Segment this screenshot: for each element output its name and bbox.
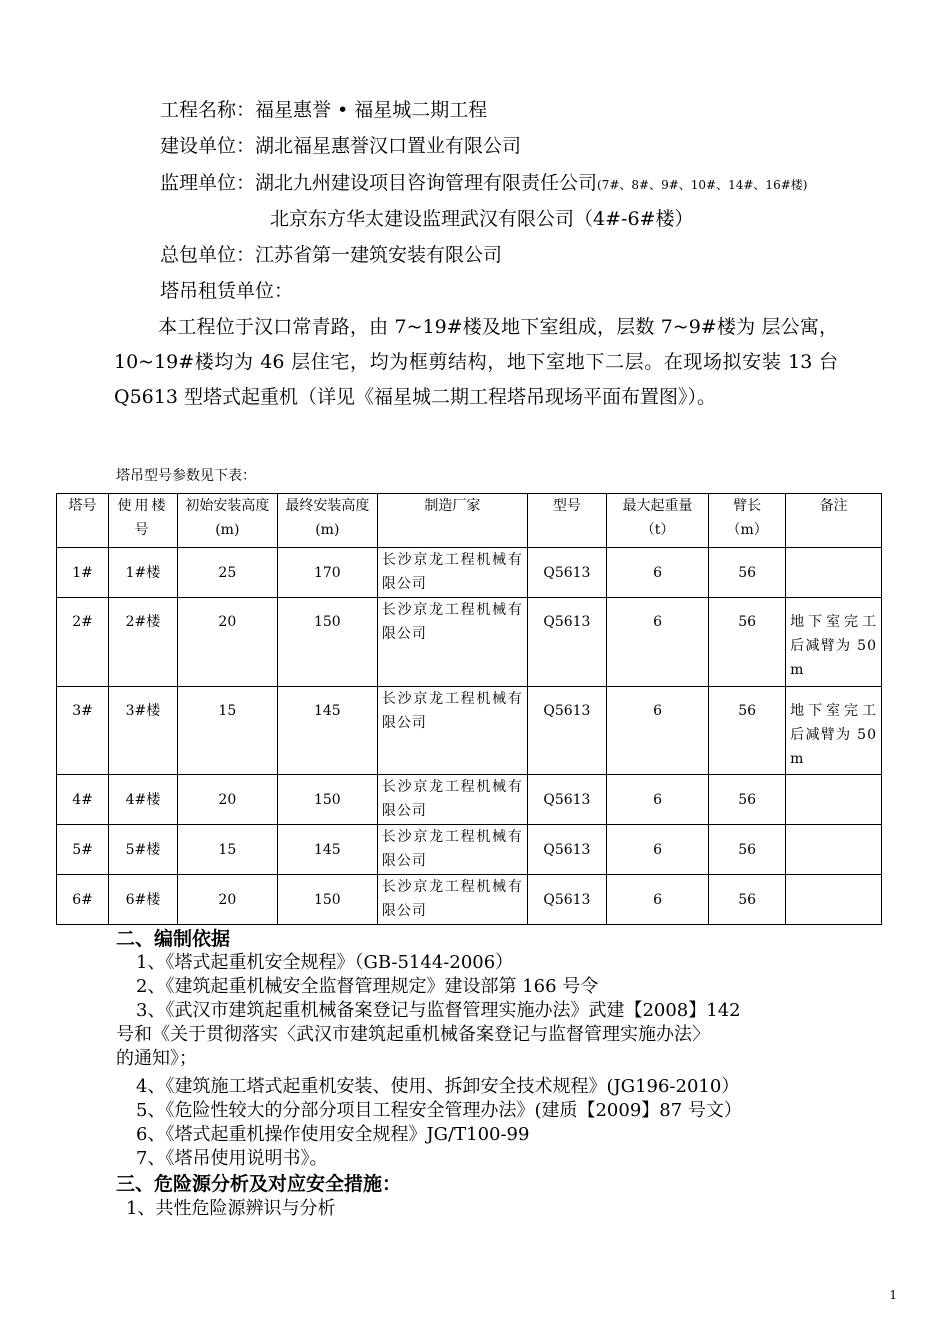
basis-item: 的通知》；	[116, 1048, 197, 1069]
col-header: 最终安装高度(m)	[277, 494, 377, 548]
cell: 长沙京龙工程机械有限公司	[377, 775, 527, 825]
cell: 6	[606, 825, 708, 875]
cell: 长沙京龙工程机械有限公司	[377, 875, 527, 925]
col-header: 使用楼号	[109, 494, 178, 548]
cell: 56	[709, 598, 786, 687]
table-row	[57, 825, 882, 875]
crane-lessor	[160, 279, 293, 303]
cell: Q5613	[527, 875, 606, 925]
col-header: 型号	[527, 494, 606, 548]
cell: 6	[606, 687, 708, 775]
project-name-value: 福星惠誉 • 福星城二期工程	[255, 99, 488, 121]
cell: 长沙京龙工程机械有限公司	[377, 548, 527, 598]
table-row	[57, 687, 882, 775]
col-header: 制造厂家	[377, 494, 527, 548]
cell: 地下室完工后减臂为 50 m	[786, 598, 882, 687]
cell: Q5613	[527, 825, 606, 875]
cell: 56	[709, 875, 786, 925]
cell: 5#	[57, 825, 109, 875]
cell: 地下室完工后减臂为 50 m	[786, 687, 882, 775]
cell: 6	[606, 775, 708, 825]
project-overview-paragraph: 本工程位于汉口常青路，由 7~19#楼及地下室组成，层数 7~9#楼为 层公寓，10~19#楼均为 46 层住宅，均为框剪结构，地下室地下二层。在现场拟安装 13 台 Q5613 型塔式起重机（详见《福星城二期工程塔吊现场平面布置图》）。	[114, 316, 838, 408]
cell: 1#	[57, 548, 109, 598]
cell: 2#	[57, 598, 109, 687]
basis-item: 7、《塔吊使用说明书》。	[136, 1148, 328, 1169]
general-contractor-value: 江苏省第一建筑安装有限公司	[255, 244, 503, 266]
cell: 145	[277, 687, 377, 775]
col-header: 最大起重量 （t）	[606, 494, 708, 548]
col-header: 塔号	[57, 494, 109, 548]
cell: Q5613	[527, 687, 606, 775]
cell	[786, 825, 882, 875]
table-row	[57, 775, 882, 825]
cell: Q5613	[527, 598, 606, 687]
table-header-row	[57, 494, 882, 548]
cell: 15	[177, 825, 277, 875]
cell: 20	[177, 598, 277, 687]
cell: 25	[177, 548, 277, 598]
col-header: 备注	[786, 494, 882, 548]
cell: 长沙京龙工程机械有限公司	[377, 825, 527, 875]
supervision-unit	[160, 171, 807, 197]
construction-unit-value: 湖北福星惠誉汉口置业有限公司	[255, 135, 522, 157]
cell: 170	[277, 548, 377, 598]
basis-item: 1、《塔式起重机安全规程》（GB-5144-2006）	[136, 952, 514, 973]
basis-item: 号和《关于贯彻落实〈武汉市建筑起重机械备案登记与监督管理实施办法〉	[116, 1024, 710, 1045]
cell: 长沙京龙工程机械有限公司	[377, 598, 527, 687]
cell: 3#	[57, 687, 109, 775]
supervision-unit-2	[270, 207, 693, 231]
basis-item: 2、《建筑起重机械安全监督管理规定》建设部第 166 号令	[136, 976, 599, 997]
col-header: 臂长 （m）	[709, 494, 786, 548]
cell	[786, 875, 882, 925]
cell: 15	[177, 687, 277, 775]
table-row	[57, 875, 882, 925]
cell: 4#楼	[109, 775, 178, 825]
cell: 150	[277, 875, 377, 925]
project-name	[160, 98, 487, 122]
table-caption: 塔吊型号参数见下表：	[116, 468, 256, 484]
supervision-unit-value-1: 湖北九州建设项目咨询管理有限责任公司	[255, 172, 598, 194]
hazard-subitem: 1、共性危险源辨识与分析	[126, 1198, 336, 1219]
page-number: 1	[889, 1288, 897, 1302]
cell: 56	[709, 687, 786, 775]
cell: 56	[709, 825, 786, 875]
cell: 150	[277, 775, 377, 825]
crane-lessor-label: 塔吊租赁单位：	[160, 280, 294, 302]
table-row	[57, 548, 882, 598]
supervision-unit-label: 监理单位：	[160, 172, 256, 194]
general-contractor	[160, 243, 502, 267]
basis-item: 5、《危险性较大的分部分项目工程安全管理办法》(建质【2009】87 号文）	[136, 1100, 742, 1121]
cell: 5#楼	[109, 825, 178, 875]
cell: Q5613	[527, 548, 606, 598]
section-heading-basis: 二、编制依据	[116, 928, 231, 950]
cell: 6	[606, 548, 708, 598]
cell: 6#楼	[109, 875, 178, 925]
supervision-unit-note-2: （4#-6#楼）	[574, 208, 694, 230]
section-heading-hazard: 三、危险源分析及对应安全措施：	[116, 1173, 402, 1195]
supervision-unit-note-1: (7#、8#、9#、10#、14#、16#楼)	[597, 178, 808, 192]
general-contractor-label: 总包单位：	[160, 244, 256, 266]
cell: 20	[177, 775, 277, 825]
cell: 6	[606, 598, 708, 687]
cell: 1#楼	[109, 548, 178, 598]
basis-item: 3、《武汉市建筑起重机械备案登记与监督管理实施办法》武建【2008】142	[136, 1000, 741, 1021]
construction-unit	[160, 134, 521, 158]
cell: 150	[277, 598, 377, 687]
cell: Q5613	[527, 775, 606, 825]
cell: 3#楼	[109, 687, 178, 775]
basis-item: 6、《塔式起重机操作使用安全规程》JG/T100-99	[136, 1124, 530, 1145]
cell: 6#	[57, 875, 109, 925]
cell: 4#	[57, 775, 109, 825]
cell: 56	[709, 548, 786, 598]
cell	[786, 548, 882, 598]
crane-params-table	[56, 493, 882, 925]
basis-item: 4、《建筑施工塔式起重机安装、使用、拆卸安全技术规程》(JG196-2010）	[136, 1076, 740, 1097]
table-row	[57, 598, 882, 687]
col-header: 初始安装高度(m)	[177, 494, 277, 548]
cell: 长沙京龙工程机械有限公司	[377, 687, 527, 775]
cell	[786, 775, 882, 825]
cell: 145	[277, 825, 377, 875]
project-name-label: 工程名称：	[160, 99, 256, 121]
cell: 2#楼	[109, 598, 178, 687]
cell: 20	[177, 875, 277, 925]
construction-unit-label: 建设单位：	[160, 135, 256, 157]
supervision-unit-value-2: 北京东方华太建设监理武汉有限公司	[270, 208, 575, 230]
cell: 56	[709, 775, 786, 825]
cell: 6	[606, 875, 708, 925]
